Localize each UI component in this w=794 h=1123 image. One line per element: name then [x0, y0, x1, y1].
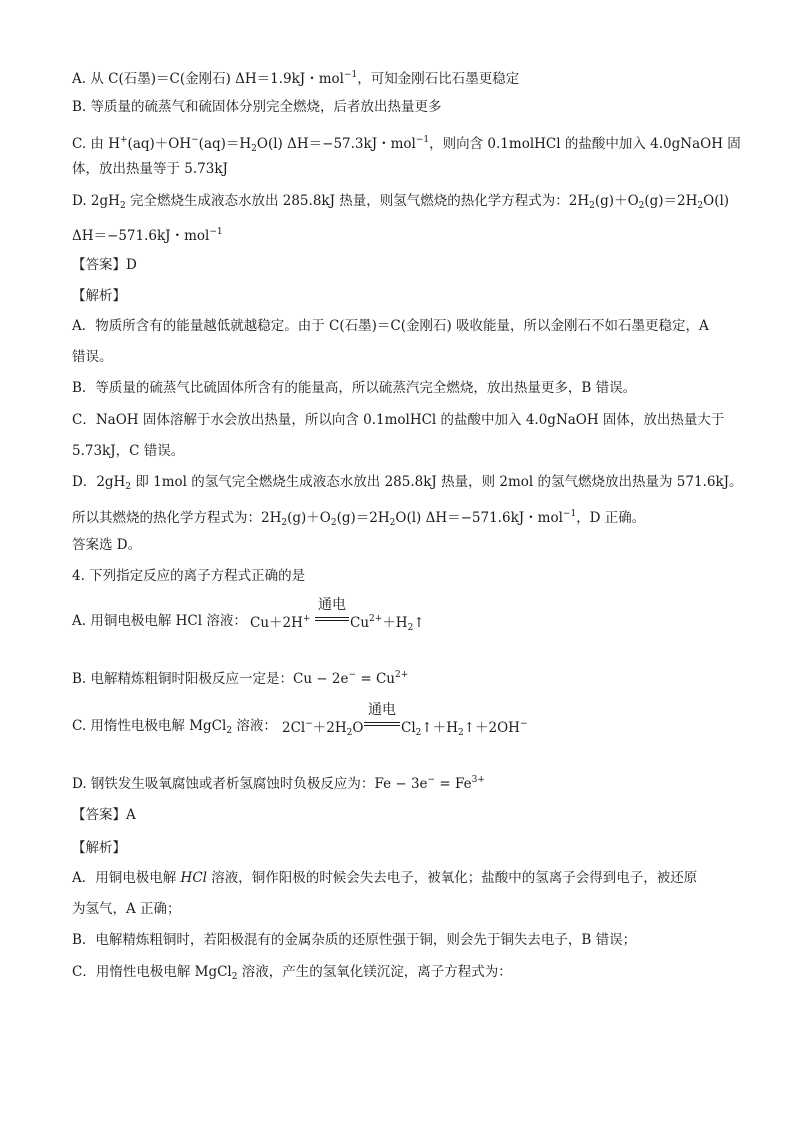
q3-conclusion: 答案选 D。 — [72, 537, 142, 553]
q3-option-b: B. 等质量的硫蒸气和硫固体分别完全燃烧，后者放出热量更多 — [72, 99, 442, 115]
q4-option-a-rhs: $Cu^{2+}+H_2↑$ — [350, 614, 425, 633]
q4-option-c-lhs: $2Cl^-+2H_2O$ — [282, 719, 364, 738]
q4-option-a: A. 用铜电极电解 HCl 溶液： — [72, 613, 247, 629]
q3-explanation-a-line1: A．物质所含有的能量越低就越稳定。由于 C(石墨)＝C(金刚石) 吸收能量，所以金刚石不如石墨更稳定，A — [72, 318, 709, 334]
q4-stem: 4. 下列指定反应的离子方程式正确的是 — [72, 568, 306, 584]
q3-answer: 【答案】D — [72, 257, 137, 273]
q3-explanation-d-line2: 所以其燃烧的热化学方程式为：$2H_2(g)+O_2(g)=2H_2O(l)$ ΔH＝−571.6kJ・mol$^{-1}$，D 正确。 — [72, 509, 646, 528]
q4-option-c-rhs: $Cl_2↑+H_2↑+2OH^-$ — [401, 719, 528, 738]
q4-option-b: B. 电解精炼粗铜时阳极反应一定是：$Cu - 2e^- = Cu^{2+}$ — [72, 670, 409, 687]
q3-option-d-line1: D. $2gH_2$ 完全燃烧生成液态水放出 285.8kJ 热量，则氢气燃烧的热化学方程式为：$2H_2(g)+O_2(g)=2H_2O(l)$ — [72, 193, 730, 211]
q4-explanation-c: C．用惰性电极电解 MgCl$_2$ 溶液，产生的氢氧化镁沉淀，离子方程式为： — [72, 964, 512, 982]
q3-explanation-b: B．等质量的硫蒸气比硫固体所含有的能量高，所以硫蒸汽完全燃烧，放出热量更多，B 错误。 — [72, 380, 637, 396]
q4-option-c-equals-sign — [364, 722, 400, 726]
q3-explanation-c-line1: C．NaOH 固体溶解于水会放出热量，所以向含 0.1molHCl 的盐酸中加入 4.0gNaOH 固体，放出热量大于 — [72, 412, 725, 428]
q4-option-c-condition: 通电 — [368, 702, 396, 718]
q4-option-d: D. 钢铁发生吸氧腐蚀或者析氢腐蚀时负极反应为：$Fe - 3e^- = Fe^{3+}$ — [72, 775, 485, 792]
q4-explanation-a-line1: A．用铜电极电解 HCl 溶液，铜作阳极的时候会失去电子，被氧化；盐酸中的氢离子会得到电子，被还原 — [72, 870, 698, 886]
q4-option-c: C. 用惰性电极电解 MgCl$_2$ 溶液： — [72, 718, 277, 736]
q4-analysis-title: 【解析】 — [72, 840, 126, 856]
q3-explanation-a-line2: 错误。 — [72, 349, 113, 365]
q3-option-c-line2: 体，放出热量等于 5.73kJ — [72, 161, 228, 177]
q4-option-a-condition: 通电 — [318, 597, 346, 613]
q3-option-c-line1: C. 由 $H^+(aq)+OH^-(aq)=H_2O(l)$ ΔH＝−57.3kJ・mol$^{-1}$，则向含 0.1molHCl 的盐酸中加入 4.0gNaOH 固 — [72, 135, 741, 154]
q3-option-d-line2: ΔH＝−571.6kJ・mol$^{-1}$ — [72, 227, 223, 244]
q3-option-a: A. 从 C(石墨)＝C(金刚石) ΔH＝1.9kJ・mol$^{-1}$，可知金刚石比石墨更稳定 — [72, 70, 520, 87]
q3-explanation-d-line1: D．$2gH_2$ 即 1mol 的氢气完全燃烧生成液态水放出 285.8kJ 热量，则 2mol 的氢气燃烧放出热量为 571.6kJ。 — [72, 474, 743, 492]
q4-explanation-a-line2: 为氢气，A 正确； — [72, 901, 181, 917]
q4-option-a-lhs: Cu＋2H+ — [250, 614, 311, 631]
q3-explanation-c-line2: 5.73kJ，C 错误。 — [72, 443, 185, 459]
q4-answer: 【答案】A — [72, 807, 136, 823]
q3-analysis-title: 【解析】 — [72, 288, 126, 304]
q4-explanation-b: B．电解精炼粗铜时，若阳极混有的金属杂质的还原性强于铜，则会先于铜失去电子，B 错误； — [72, 932, 637, 948]
q4-option-a-equals-sign — [315, 617, 349, 621]
